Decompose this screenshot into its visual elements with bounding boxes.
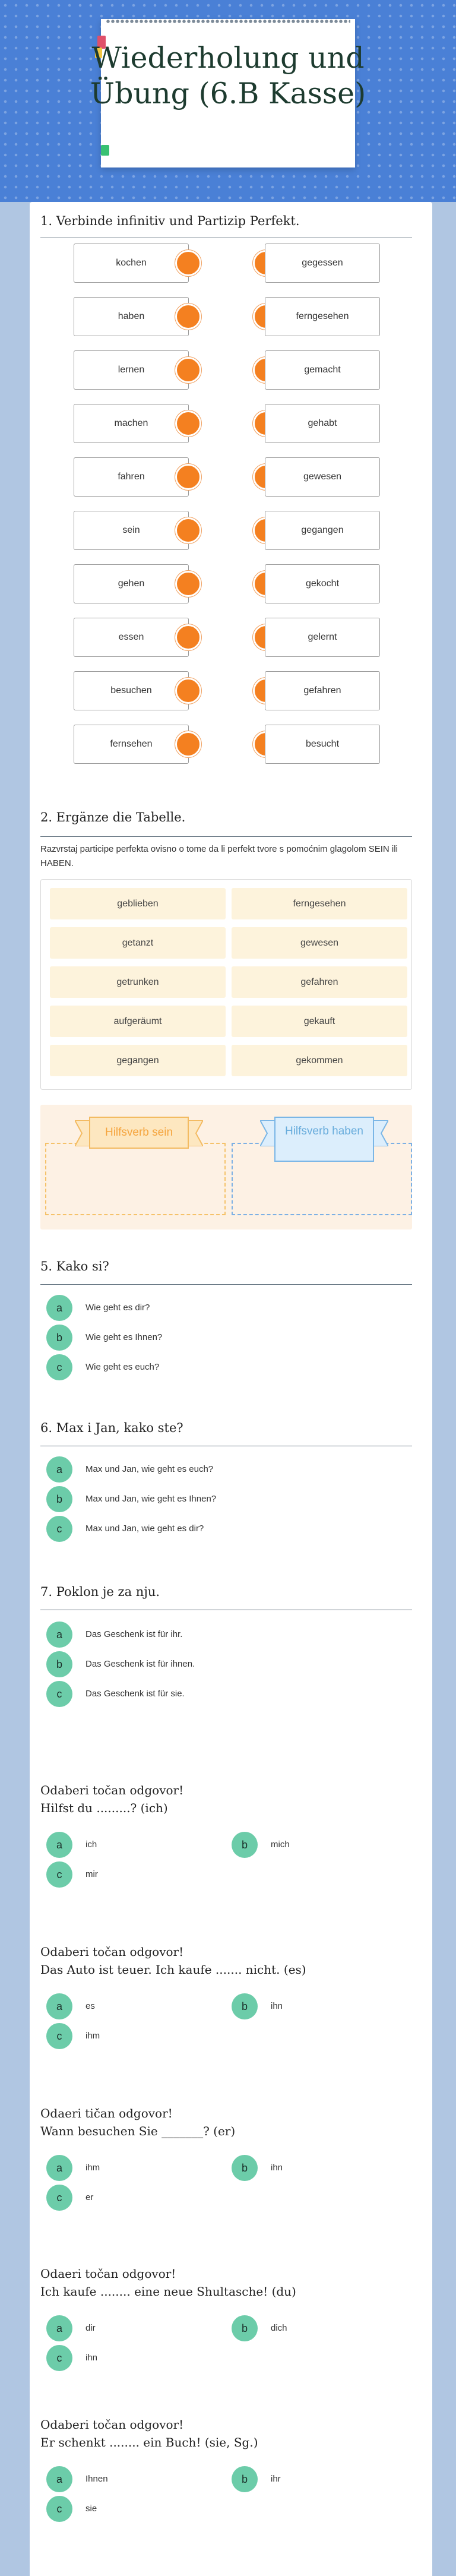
question-instruction: Odaeri tičan odgovor! bbox=[40, 2106, 173, 2120]
match-left-item[interactable]: machen bbox=[74, 404, 189, 443]
match-left-connector[interactable] bbox=[175, 517, 201, 543]
option-letter-a[interactable]: a bbox=[46, 2155, 72, 2181]
option-b-text[interactable]: ihn bbox=[271, 2163, 283, 2173]
option-c-text[interactable]: ihm bbox=[86, 2031, 100, 2041]
match-left-connector[interactable] bbox=[175, 250, 201, 276]
match-left-connector[interactable] bbox=[175, 464, 201, 490]
match-right-item[interactable]: besucht bbox=[265, 725, 380, 764]
word-item[interactable]: gekommen bbox=[232, 1045, 407, 1076]
option-letter-a[interactable]: a bbox=[46, 2466, 72, 2492]
option-letter-a[interactable]: a bbox=[46, 2315, 72, 2341]
option-letter-c[interactable]: c bbox=[46, 2345, 72, 2371]
option-a-text[interactable]: es bbox=[86, 2001, 95, 2011]
match-left-connector[interactable] bbox=[175, 731, 201, 757]
match-left-item[interactable]: kochen bbox=[74, 244, 189, 283]
option-a-text[interactable]: ihm bbox=[86, 2163, 100, 2173]
option-text[interactable]: Wie geht es Ihnen? bbox=[86, 1332, 163, 1342]
word-item[interactable]: getrunken bbox=[50, 966, 226, 998]
option-letter-b[interactable]: b bbox=[232, 2155, 258, 2181]
option-b-text[interactable]: dich bbox=[271, 2323, 287, 2333]
q7-title: 7. Poklon je za nju. bbox=[40, 1585, 160, 1599]
match-right-item[interactable]: gegangen bbox=[265, 511, 380, 550]
question-text: Hilfst du .........? (ich) bbox=[40, 1801, 168, 1815]
option-text[interactable]: Das Geschenk ist für ihnen. bbox=[86, 1659, 195, 1669]
option-b-text[interactable]: ihr bbox=[271, 2474, 281, 2484]
option-text[interactable]: Max und Jan, wie geht es euch? bbox=[86, 1464, 214, 1474]
option-c-text[interactable]: sie bbox=[86, 2504, 97, 2514]
option-letter[interactable]: b bbox=[46, 1325, 72, 1351]
option-text[interactable]: Das Geschenk ist für sie. bbox=[86, 1689, 185, 1699]
question-instruction: Odaberi točan odgovor! bbox=[40, 1945, 184, 1959]
match-right-item[interactable]: gewesen bbox=[265, 457, 380, 497]
option-c-text[interactable]: ihn bbox=[86, 2353, 98, 2363]
match-left-item[interactable]: fahren bbox=[74, 457, 189, 497]
match-right-item[interactable]: gekocht bbox=[265, 564, 380, 603]
category-label-haben: Hilfsverb haben bbox=[274, 1117, 374, 1162]
match-right-item[interactable]: gefahren bbox=[265, 671, 380, 710]
match-left-item[interactable]: haben bbox=[74, 297, 189, 336]
match-right-item[interactable]: gegessen bbox=[265, 244, 380, 283]
question-instruction: Odaberi točan odgovor! bbox=[40, 1783, 184, 1797]
option-letter-c[interactable]: c bbox=[46, 2496, 72, 2522]
option-letter-a[interactable]: a bbox=[46, 1993, 72, 2019]
q5-title: 5. Kako si? bbox=[40, 1259, 109, 1273]
section1-title: 1. Verbinde infinitiv und Partizip Perfekt. bbox=[40, 214, 300, 228]
word-item[interactable]: gegangen bbox=[50, 1045, 226, 1076]
match-left-item[interactable]: gehen bbox=[74, 564, 189, 603]
question-text: Ich kaufe ........ eine neue Shultasche! (du) bbox=[40, 2284, 296, 2299]
match-left-connector[interactable] bbox=[175, 304, 201, 330]
word-item[interactable]: getanzt bbox=[50, 927, 226, 959]
option-text[interactable]: Max und Jan, wie geht es Ihnen? bbox=[86, 1494, 217, 1504]
section2-divider bbox=[40, 836, 412, 837]
worksheet-title: Wiederholung und Übung (6.B Kasse) bbox=[90, 41, 366, 110]
option-letter[interactable]: a bbox=[46, 1622, 72, 1648]
match-left-connector[interactable] bbox=[175, 357, 201, 383]
word-item[interactable]: ferngesehen bbox=[232, 888, 407, 919]
option-letter-a[interactable]: a bbox=[46, 1832, 72, 1858]
word-item[interactable]: gekauft bbox=[232, 1006, 407, 1037]
q6-title: 6. Max i Jan, kako ste? bbox=[40, 1421, 183, 1435]
question-text: Das Auto ist teuer. Ich kaufe ....... nicht. (es) bbox=[40, 1962, 306, 1977]
option-b-text[interactable]: ihn bbox=[271, 2001, 283, 2011]
match-left-connector[interactable] bbox=[175, 678, 201, 704]
worksheet-card bbox=[30, 202, 432, 2576]
drop-zone-sein[interactable] bbox=[45, 1143, 226, 1215]
match-left-item[interactable]: lernen bbox=[74, 350, 189, 390]
option-letter-c[interactable]: c bbox=[46, 2185, 72, 2211]
option-letter[interactable]: b bbox=[46, 1486, 72, 1512]
option-a-text[interactable]: ich bbox=[86, 1839, 97, 1850]
match-right-item[interactable]: gemacht bbox=[265, 350, 380, 390]
word-item[interactable]: aufgeräumt bbox=[50, 1006, 226, 1037]
option-letter[interactable]: b bbox=[46, 1651, 72, 1677]
section2-title: 2. Ergänze die Tabelle. bbox=[40, 810, 186, 824]
match-right-item[interactable]: gelernt bbox=[265, 618, 380, 657]
section2-instructions: Razvrstaj participe perfekta ovisno o tome da li perfekt tvore s pomoćnim glagolom SEIN ili HABEN. bbox=[40, 844, 398, 868]
option-letter-b[interactable]: b bbox=[232, 1993, 258, 2019]
option-c-text[interactable]: mir bbox=[86, 1869, 98, 1879]
sticky-tab-green bbox=[101, 145, 109, 156]
match-right-item[interactable]: gehabt bbox=[265, 404, 380, 443]
option-a-text[interactable]: Ihnen bbox=[86, 2474, 108, 2484]
option-text[interactable]: Das Geschenk ist für ihr. bbox=[86, 1629, 183, 1639]
option-letter[interactable]: a bbox=[46, 1456, 72, 1483]
option-letter-c[interactable]: c bbox=[46, 2023, 72, 2049]
option-a-text[interactable]: dir bbox=[86, 2323, 96, 2333]
category-label-sein: Hilfsverb sein bbox=[89, 1117, 189, 1149]
match-left-connector[interactable] bbox=[175, 624, 201, 650]
match-left-item[interactable]: essen bbox=[74, 618, 189, 657]
option-letter[interactable]: a bbox=[46, 1295, 72, 1321]
q5-divider bbox=[40, 1284, 412, 1285]
option-letter-b[interactable]: b bbox=[232, 1832, 258, 1858]
question-instruction: Odaberi točan odgovor! bbox=[40, 2417, 184, 2432]
question-instruction: Odaeri točan odgovor! bbox=[40, 2267, 176, 2281]
match-left-connector[interactable] bbox=[175, 571, 201, 597]
match-left-item[interactable]: besuchen bbox=[74, 671, 189, 710]
option-text[interactable]: Max und Jan, wie geht es dir? bbox=[86, 1524, 204, 1534]
match-left-item[interactable]: fernsehen bbox=[74, 725, 189, 764]
word-item[interactable]: geblieben bbox=[50, 888, 226, 919]
match-right-item[interactable]: ferngesehen bbox=[265, 297, 380, 336]
notepad-spiral bbox=[106, 17, 350, 26]
option-b-text[interactable]: mich bbox=[271, 1839, 290, 1850]
match-left-connector[interactable] bbox=[175, 410, 201, 437]
option-c-text[interactable]: er bbox=[86, 2192, 94, 2202]
option-text[interactable]: Wie geht es dir? bbox=[86, 1303, 150, 1313]
option-letter[interactable]: c bbox=[46, 1516, 72, 1542]
option-letter[interactable]: c bbox=[46, 1354, 72, 1380]
word-item[interactable]: gewesen bbox=[232, 927, 407, 959]
option-letter-c[interactable]: c bbox=[46, 1861, 72, 1888]
option-text[interactable]: Wie geht es euch? bbox=[86, 1362, 160, 1372]
question-text: Wann besuchen Sie _______? (er) bbox=[40, 2124, 236, 2138]
word-item[interactable]: gefahren bbox=[232, 966, 407, 998]
question-text: Er schenkt ........ ein Buch! (sie, Sg.) bbox=[40, 2435, 258, 2449]
option-letter[interactable]: c bbox=[46, 1681, 72, 1707]
match-left-item[interactable]: sein bbox=[74, 511, 189, 550]
option-letter-b[interactable]: b bbox=[232, 2315, 258, 2341]
option-letter-b[interactable]: b bbox=[232, 2466, 258, 2492]
